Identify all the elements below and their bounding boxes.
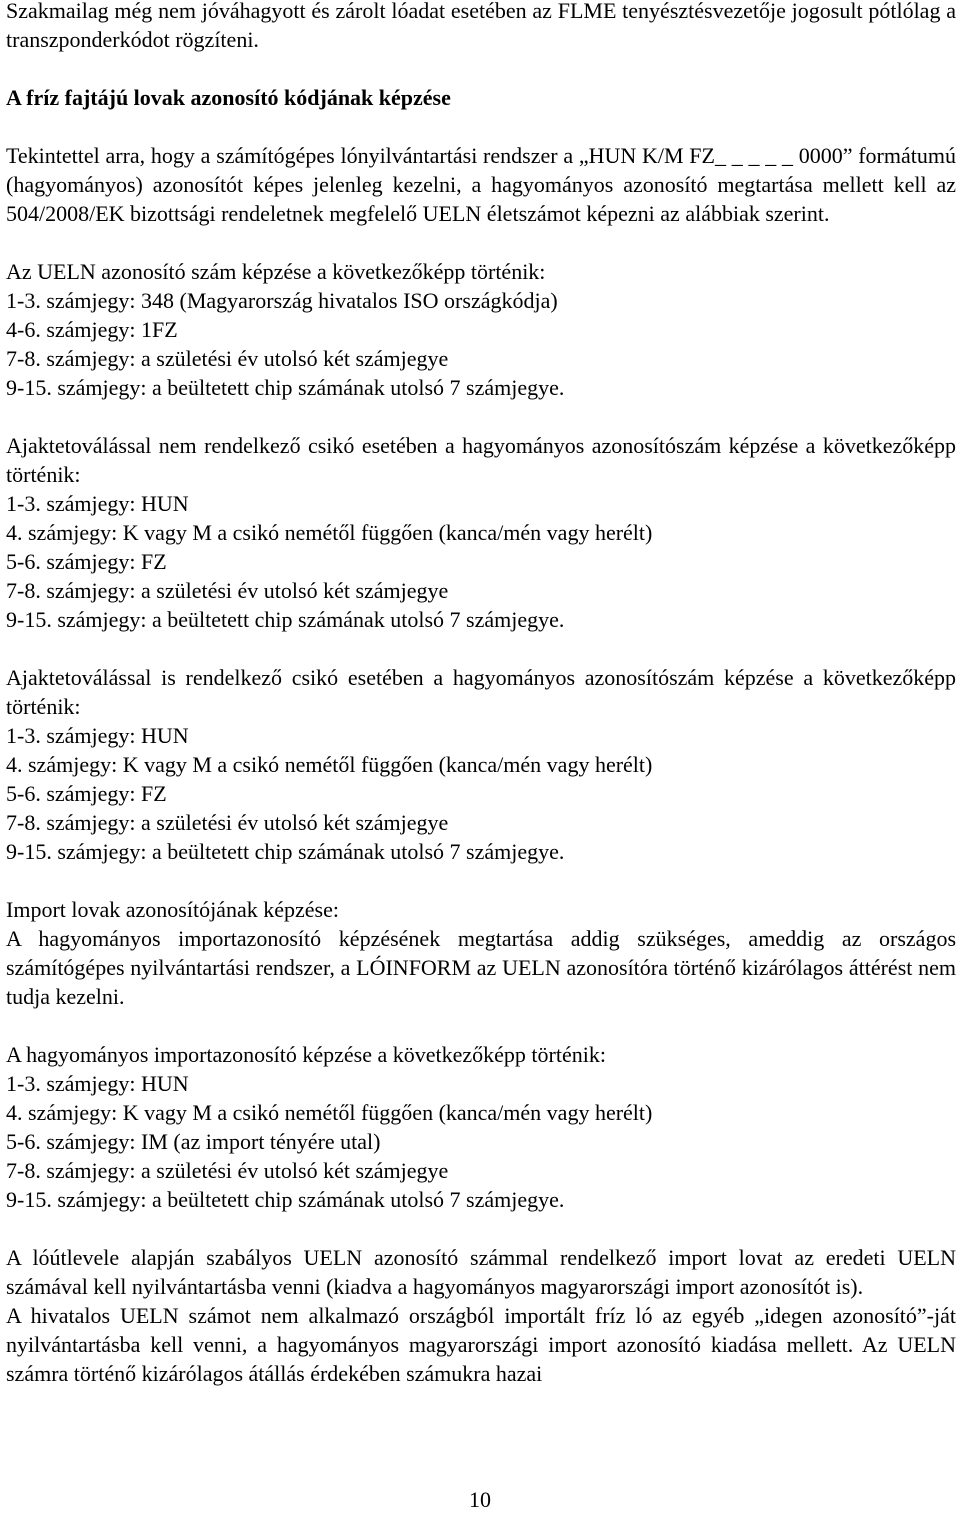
format-paragraph: Tekintettel arra, hogy a számítógépes lónyilvántartási rendszer a „HUN K/M FZ_ _ _ _ _ 0000” formátumú (hagyományos) azonosítót képes jelenleg kezelni, a hagyományos azonosító megtartása mellett kell az 504/2008/EK bizottsági rendeletnek megfelelő UELN életszámot képezni az alábbiak szerint.: [6, 143, 956, 226]
with-tattoo-intro: Ajaktetoválással is rendelkező csikó esetében a hagyományos azonosítószám képzése a következőképp történik:: [6, 665, 956, 719]
import-body: A hagyományos importazonosító képzésének megtartása addig szükséges, ameddig az országos számítógépes nyilvántartási rendszer, a LÓINFORM az UELN azonosítóra történő kizárólagos áttérést nem tudja kezelni.: [6, 926, 956, 1009]
import-title: Import lovak azonosítójának képzése:: [6, 897, 339, 922]
passport-paragraph: A lóútlevele alapján szabályos UELN azonosító számmal rendelkező import lovat az eredeti UELN számával kell nyilvántartásba venni (kiadva a hagyományos magyarországi import azonosítót is).: [6, 1245, 956, 1299]
no-tattoo-line: 4. számjegy: K vagy M a csikó nemétől függően (kanca/mén vagy herélt): [6, 520, 653, 545]
page-number: 10: [469, 1487, 491, 1512]
foreign-id-paragraph: A hivatalos UELN számot nem alkalmazó országból importált fríz ló az egyéb „idegen azonosító”-ját nyilvántartásba kell venni, a hagyományos magyarországi import azonosító kiadása mellett. Az UELN számra történő kizárólagos átállás érdekében számukra hazai: [6, 1303, 956, 1386]
spacer: [6, 634, 956, 663]
document-page: [6, 0, 956, 1388]
ueln-line: 7-8. számjegy: a születési év utolsó két számjegye: [6, 346, 449, 371]
import-format-line: 5-6. számjegy: IM (az import tényére utal): [6, 1129, 381, 1154]
import-format-line: 4. számjegy: K vagy M a csikó nemétől függően (kanca/mén vagy herélt): [6, 1100, 653, 1125]
spacer: [6, 1011, 956, 1040]
with-tattoo-line: 9-15. számjegy: a beültetett chip számának utolsó 7 számjegye.: [6, 839, 565, 864]
with-tattoo-line: 7-8. számjegy: a születési év utolsó két számjegye: [6, 810, 449, 835]
no-tattoo-line: 5-6. számjegy: FZ: [6, 549, 167, 574]
spacer: [6, 1214, 956, 1243]
with-tattoo-line: 5-6. számjegy: FZ: [6, 781, 167, 806]
import-format-line: 7-8. számjegy: a születési év utolsó két számjegye: [6, 1158, 449, 1183]
no-tattoo-intro: Ajaktetoválással nem rendelkező csikó esetében a hagyományos azonosítószám képzése a következőképp történik:: [6, 433, 956, 487]
ueln-line: 4-6. számjegy: 1FZ: [6, 317, 178, 342]
ueln-line: 1-3. számjegy: 348 (Magyarország hivatalos ISO országkódja): [6, 288, 558, 313]
spacer: [6, 228, 956, 257]
no-tattoo-line: 1-3. számjegy: HUN: [6, 491, 189, 516]
spacer: [6, 402, 956, 431]
import-format-line: 1-3. számjegy: HUN: [6, 1071, 189, 1096]
spacer: [6, 54, 956, 83]
with-tattoo-line: 4. számjegy: K vagy M a csikó nemétől függően (kanca/mén vagy herélt): [6, 752, 653, 777]
no-tattoo-line: 9-15. számjegy: a beültetett chip számának utolsó 7 számjegye.: [6, 607, 565, 632]
no-tattoo-line: 7-8. számjegy: a születési év utolsó két számjegye: [6, 578, 449, 603]
import-format-intro: A hagyományos importazonosító képzése a következőképp történik:: [6, 1042, 606, 1067]
spacer: [6, 866, 956, 895]
import-format-line: 9-15. számjegy: a beültetett chip számának utolsó 7 számjegye.: [6, 1187, 565, 1212]
spacer: [6, 112, 956, 141]
with-tattoo-line: 1-3. számjegy: HUN: [6, 723, 189, 748]
ueln-line: 9-15. számjegy: a beültetett chip számának utolsó 7 számjegye.: [6, 375, 565, 400]
ueln-intro: Az UELN azonosító szám képzése a következőképp történik:: [6, 259, 546, 284]
intro-paragraph: Szakmailag még nem jóváhagyott és zárolt lóadat esetében az FLME tenyésztésvezetője jogosult pótlólag a transzponderkódot rögzíteni.: [6, 0, 956, 52]
section-heading: A fríz fajtájú lovak azonosító kódjának képzése: [6, 85, 451, 110]
